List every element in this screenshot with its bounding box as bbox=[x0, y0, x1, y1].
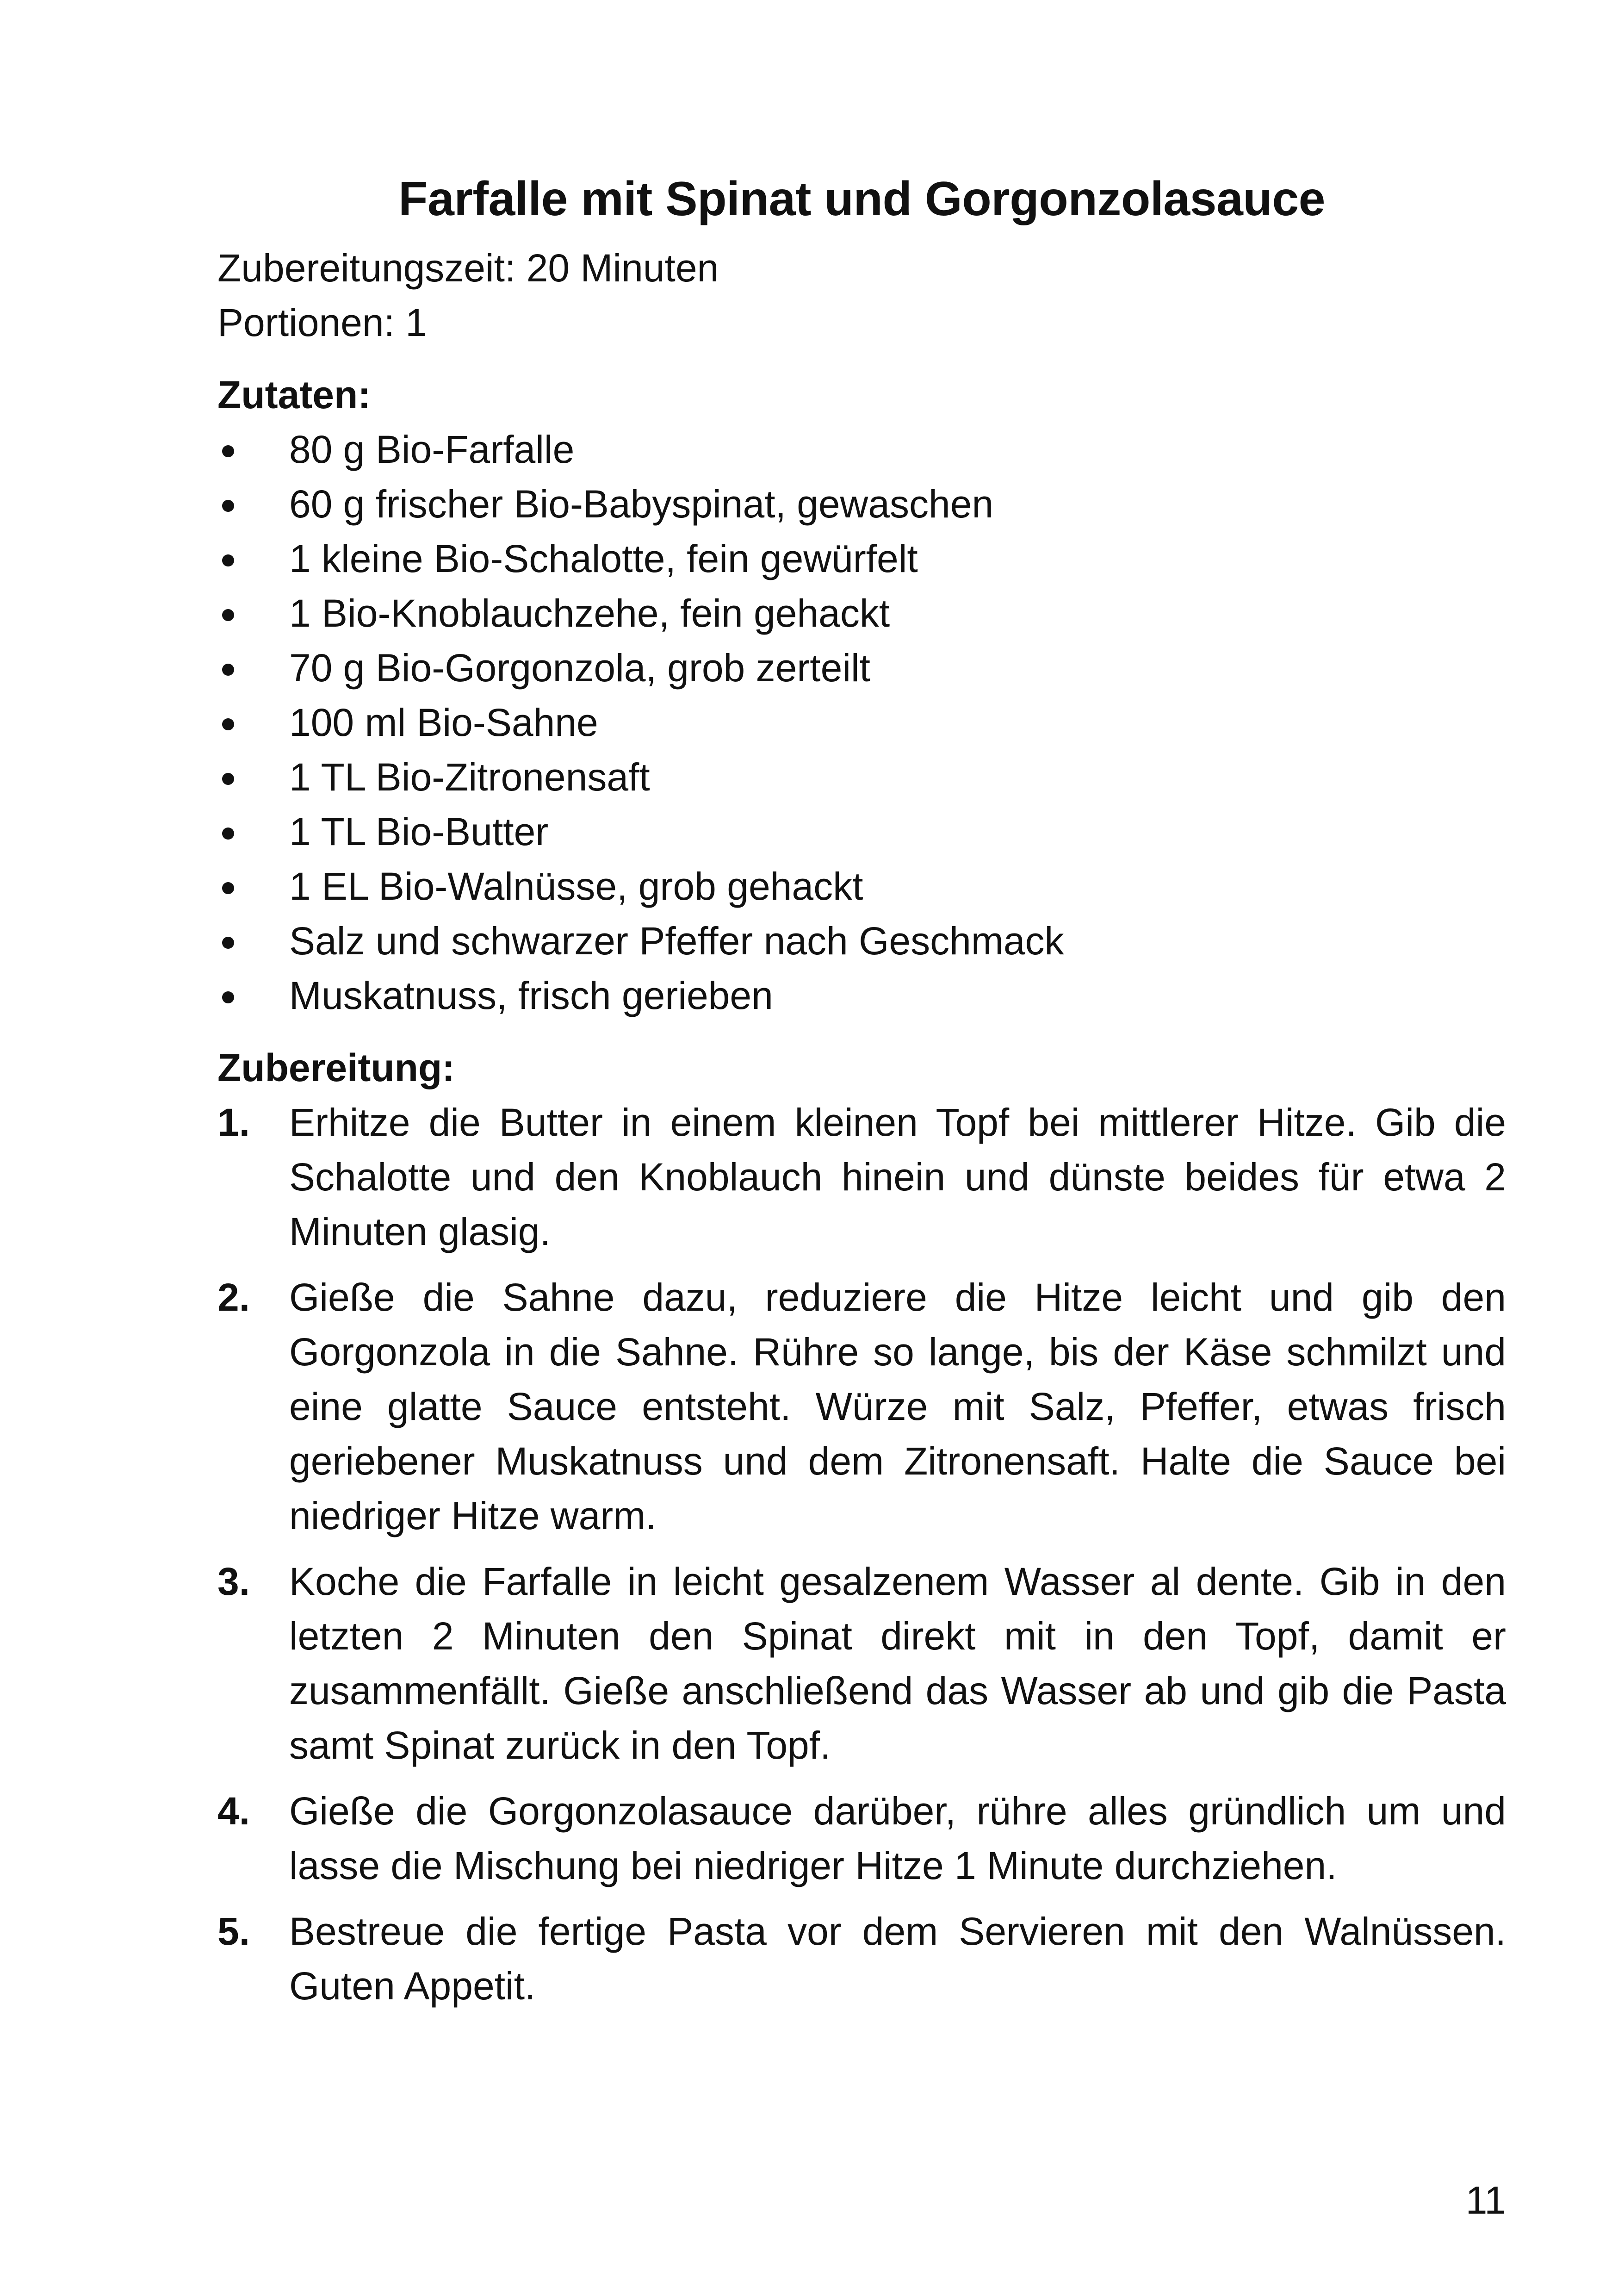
step-item bbox=[217, 1784, 1506, 1893]
bullet-icon bbox=[222, 991, 234, 1003]
step-number: 3. bbox=[217, 1560, 250, 1603]
ingredient-text: 100 ml Bio-Sahne bbox=[289, 701, 598, 744]
ingredient-text: 1 kleine Bio-Schalotte, fein gewürfelt bbox=[289, 537, 918, 580]
ingredient-text: 1 TL Bio-Zitronensaft bbox=[289, 755, 650, 799]
recipe-meta bbox=[217, 241, 1506, 350]
preparation-heading: Zubereitung: bbox=[217, 1046, 455, 1089]
step-item bbox=[217, 1270, 1506, 1543]
ingredient-text: Muskatnuss, frisch gerieben bbox=[289, 974, 773, 1017]
page-number: 11 bbox=[1465, 2178, 1506, 2222]
ingredient-item bbox=[217, 859, 1506, 914]
bullet-icon bbox=[222, 664, 234, 676]
bullet-icon bbox=[222, 718, 234, 730]
bullet-icon bbox=[222, 500, 234, 512]
step-number: 1. bbox=[217, 1101, 250, 1144]
ingredient-item bbox=[217, 422, 1506, 477]
ingredient-item bbox=[217, 914, 1506, 968]
servings: Portionen: 1 bbox=[217, 301, 427, 344]
step-text: Bestreue die fertige Pasta vor dem Servieren mit den Walnüssen. Guten Appetit. bbox=[289, 1910, 1506, 2008]
bullet-icon bbox=[222, 445, 234, 457]
ingredient-item bbox=[217, 477, 1506, 531]
ingredient-item bbox=[217, 750, 1506, 804]
bullet-icon bbox=[222, 773, 234, 785]
ingredient-text: 1 EL Bio-Walnüsse, grob gehackt bbox=[289, 865, 863, 908]
ingredients-list bbox=[217, 422, 1506, 1023]
step-number: 2. bbox=[217, 1276, 250, 1319]
recipe-page bbox=[217, 167, 1506, 2024]
bullet-icon bbox=[222, 882, 234, 894]
step-item bbox=[217, 1095, 1506, 1259]
ingredients-heading: Zutaten: bbox=[217, 373, 371, 417]
step-item bbox=[217, 1554, 1506, 1773]
ingredient-text: 60 g frischer Bio-Babyspinat, gewaschen bbox=[289, 482, 994, 526]
ingredient-item bbox=[217, 804, 1506, 859]
step-text: Koche die Farfalle in leicht gesalzenem Wasser al dente. Gib in den letzten 2 Minuten den Spinat direkt mit in den Topf, damit er zusammenfällt. Gieße anschließend das Wasser ab und gib die Pasta samt Spinat zurück in den Topf. bbox=[289, 1560, 1506, 1767]
ingredient-text: 1 TL Bio-Butter bbox=[289, 810, 549, 853]
bullet-icon bbox=[222, 609, 234, 621]
ingredient-text: Salz und schwarzer Pfeffer nach Geschmack bbox=[289, 919, 1064, 963]
step-number: 5. bbox=[217, 1910, 250, 1953]
bullet-icon bbox=[222, 937, 234, 949]
ingredient-item bbox=[217, 586, 1506, 641]
prep-time: Zubereitungszeit: 20 Minuten bbox=[217, 246, 719, 290]
ingredient-item bbox=[217, 641, 1506, 695]
ingredient-item bbox=[217, 968, 1506, 1023]
step-item bbox=[217, 1904, 1506, 2013]
step-text: Gieße die Sahne dazu, reduziere die Hitze leicht und gib den Gorgonzola in die Sahne. Rühre so lange, bis der Käse schmilzt und eine glatte Sauce entsteht. Würze mit Salz, Pfeffer, etwas frisch geriebener Muskatnuss und dem Zitronensaft. Halte die Sauce bei niedriger Hitze warm. bbox=[289, 1276, 1506, 1537]
bullet-icon bbox=[222, 554, 234, 566]
preparation-steps bbox=[217, 1095, 1506, 2013]
bullet-icon bbox=[222, 828, 234, 840]
step-text: Gieße die Gorgonzolasauce darüber, rühre alles gründlich um und lasse die Mischung bei niedriger Hitze 1 Minute durchziehen. bbox=[289, 1789, 1506, 1887]
step-number: 4. bbox=[217, 1789, 250, 1833]
ingredient-text: 70 g Bio-Gorgonzola, grob zerteilt bbox=[289, 646, 871, 690]
ingredient-item bbox=[217, 531, 1506, 586]
ingredient-text: 80 g Bio-Farfalle bbox=[289, 428, 575, 471]
step-text: Erhitze die Butter in einem kleinen Topf bei mittlerer Hitze. Gib die Schalotte und den Knoblauch hinein und dünste beides für etwa 2 Minuten glasig. bbox=[289, 1101, 1506, 1253]
recipe-title: Farfalle mit Spinat und Gorgonzolasauce bbox=[398, 172, 1325, 226]
ingredient-item bbox=[217, 695, 1506, 750]
ingredient-text: 1 Bio-Knoblauchzehe, fein gehackt bbox=[289, 591, 890, 635]
